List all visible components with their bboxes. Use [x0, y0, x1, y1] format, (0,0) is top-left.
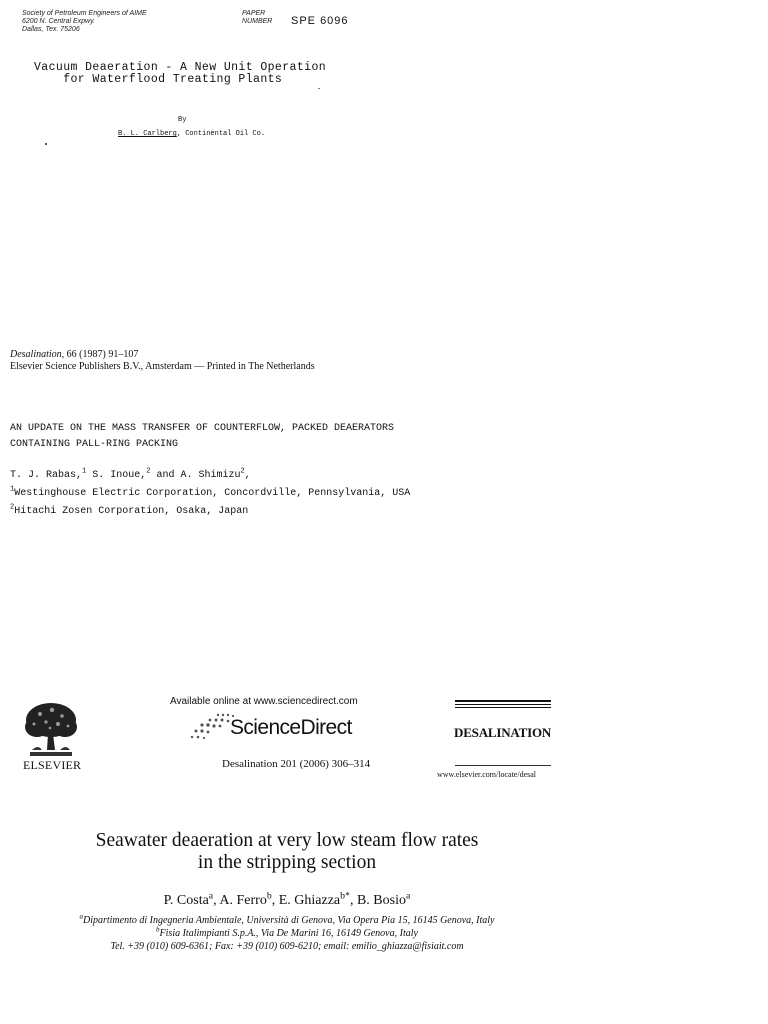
spe-author-affiliation: , Continental Oil Co.: [176, 130, 266, 138]
author-affiliation-mark: a: [208, 890, 214, 902]
article-title: [0, 830, 574, 874]
available-online-text: Available online at www.sciencedirect.com: [170, 696, 358, 707]
authors-end: ,: [244, 470, 251, 481]
article-title-line: Seawater deaeration at very low steam flow rates: [95, 830, 479, 851]
affiliation-line: [0, 912, 574, 926]
affiliation-mark: b: [156, 925, 160, 934]
spe-paper-label-line: PAPER: [242, 10, 266, 17]
scan-speck: [45, 143, 47, 145]
spe-society-line: 6200 N. Central Expwy.: [22, 18, 96, 25]
affiliation-text: Westinghouse Electric Corporation, Concordville, Pennsylvania, USA: [14, 488, 411, 499]
author-affiliation-mark: b: [266, 890, 272, 902]
journal-volume: , 66 (1987) 91–107: [61, 349, 139, 360]
author-name: S. Inoue,: [86, 470, 147, 481]
author-name: T. J. Rabas,: [10, 470, 83, 481]
contact-line: Tel. +39 (010) 609-6361; Fax: +39 (010) 609-6210; email: emilio_ghiazza@fisiait.com: [110, 941, 464, 952]
author-separator: ,: [349, 893, 357, 908]
publisher-line: Elsevier Science Publishers B.V., Amsterdam — Printed in The Netherlands: [10, 361, 315, 372]
article-authors: [0, 890, 574, 909]
elsevier-tree-logo-icon: [22, 700, 80, 758]
affiliation-line: [10, 485, 411, 499]
author-separator: ,: [271, 893, 279, 908]
article-citation: Desalination 201 (2006) 306–314: [222, 758, 371, 770]
author-name: and A. Shimizu: [150, 470, 241, 481]
paper-title: AN UPDATE ON THE MASS TRANSFER OF COUNTERFLOW, PACKED DEAERATORS CONTAINING PALL-RING PACKING: [10, 423, 395, 450]
spe-by-label: By: [178, 116, 187, 124]
affiliation-text: Hitachi Zosen Corporation, Osaka, Japan: [14, 506, 249, 517]
affiliation-mark: a: [79, 912, 83, 921]
journal-citation: [10, 349, 138, 361]
spe-society-line: Society of Petroleum Engineers of AIME: [22, 10, 147, 17]
author-affiliation-mark: 2: [146, 467, 151, 476]
affiliation-line: [10, 503, 249, 517]
journal-title: DESALINATION: [454, 725, 552, 740]
author-affiliation-mark: 1: [82, 467, 87, 476]
author-affiliation-mark: a: [405, 890, 411, 902]
author-name: B. Bosio: [356, 893, 406, 908]
article-title-line: in the stripping section: [197, 852, 377, 873]
affiliation-text: Dipartimento di Ingegneria Ambientale, Università di Genova, Via Opera Pia 15, 16145 Genova, Italy: [82, 915, 495, 926]
journal-name: Desalination: [10, 349, 62, 360]
scan-speck: [318, 88, 320, 89]
affiliation-mark: 2: [10, 503, 15, 512]
elsevier-wordmark: ELSEVIER: [23, 758, 82, 772]
spe-paper-label: [242, 10, 272, 26]
journal-title-rule: [455, 700, 551, 708]
journal-title-underline: [455, 765, 551, 766]
spe-society-line: Dallas, Tex. 75206: [22, 26, 80, 33]
spe-paper-label-line: NUMBER: [242, 18, 273, 25]
spe-paper-number: SPE 6096: [291, 15, 349, 27]
affiliation-text: Fisia Italimpianti S.p.A., Via De Marini 16, 16149 Genova, Italy: [159, 928, 418, 939]
author-name: P. Costa: [163, 893, 209, 908]
spe-paper-title: Vacuum Deaeration - A New Unit Operation for Waterflood Treating Plants: [34, 61, 327, 86]
author-affiliation-mark: b*: [340, 890, 350, 902]
paper-authors: [10, 468, 251, 484]
spe-author-line: [118, 130, 265, 138]
sciencedirect-wordmark: ScienceDirect: [230, 716, 352, 739]
affiliation-mark: 1: [10, 485, 15, 494]
spe-author-name: B. L. Carlberg: [118, 130, 177, 138]
author-affiliation-mark: 2: [240, 467, 245, 476]
author-name: E. Ghiazza: [278, 893, 341, 908]
spe-society-address: [22, 10, 147, 34]
author-separator: ,: [213, 893, 220, 908]
journal-url: www.elsevier.com/locate/desal: [437, 770, 536, 779]
affiliation-line: [0, 925, 574, 939]
author-name: A. Ferro: [219, 893, 267, 908]
